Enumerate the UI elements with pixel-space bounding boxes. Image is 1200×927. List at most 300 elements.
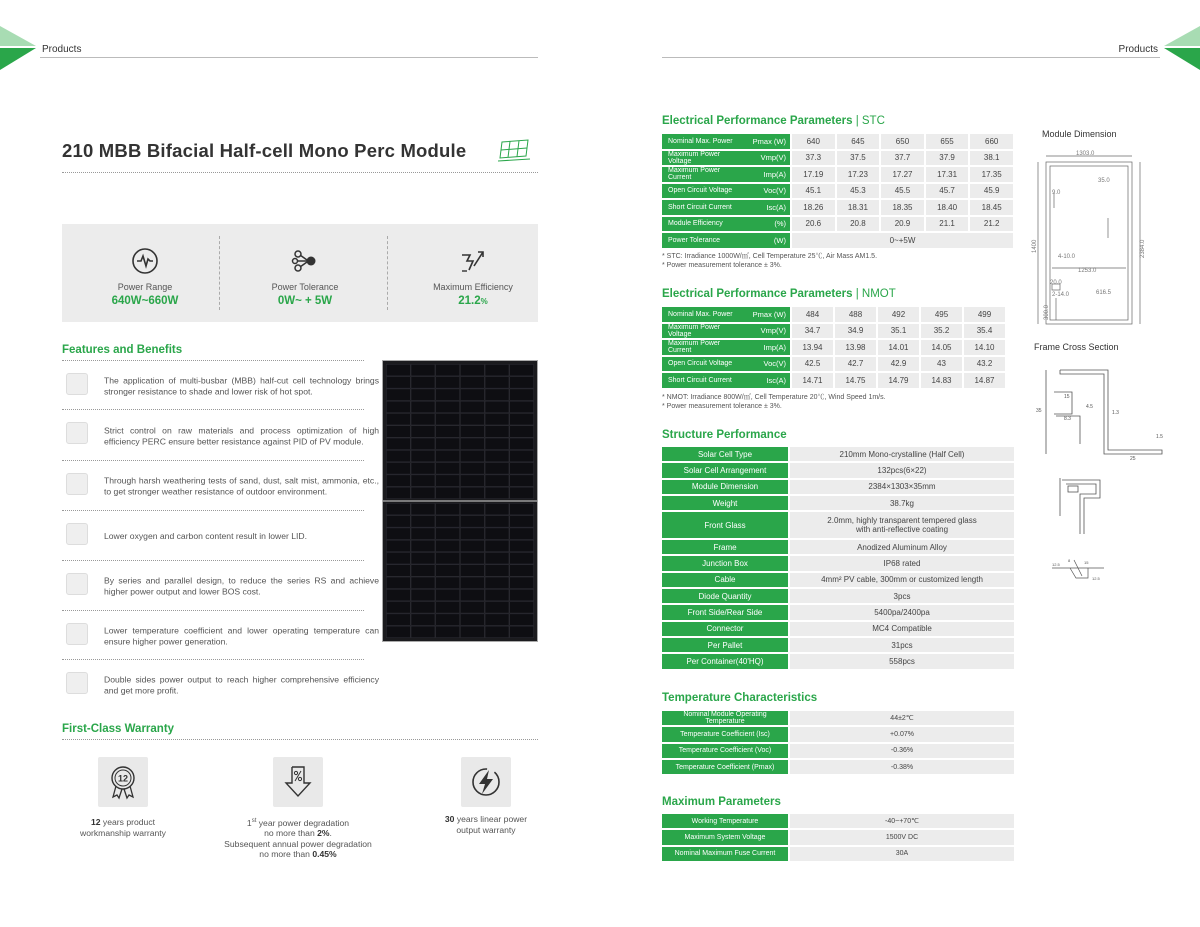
solar-cell — [436, 589, 460, 600]
corner-decoration-left — [0, 26, 40, 70]
solar-cell — [436, 516, 460, 527]
solar-cell — [510, 426, 534, 437]
maximum-table — [662, 812, 1014, 863]
spec-separator — [219, 236, 220, 310]
param-name: Module Efficiency — [662, 217, 745, 232]
solar-cell — [510, 614, 534, 625]
solar-cell — [386, 516, 410, 527]
spec-label: Power Range — [117, 282, 173, 292]
param-unit: (%) — [745, 217, 790, 232]
table-row — [662, 638, 1014, 652]
table-row — [662, 605, 1014, 619]
param-value-line: -0.36% — [890, 747, 914, 755]
solar-cell — [411, 516, 435, 527]
solar-cell — [411, 438, 435, 449]
solar-cell — [460, 589, 484, 600]
warranty-power-text — [396, 814, 576, 835]
solar-cell — [510, 364, 534, 375]
param-value: 37.9 — [924, 151, 969, 166]
solar-cell — [485, 577, 509, 588]
solar-cell — [460, 401, 484, 412]
section-title-text: Electrical Performance Parameters — [662, 288, 853, 300]
param-value: 484 — [790, 307, 833, 322]
param-unit: Pmax (W) — [745, 307, 790, 322]
nmot-table — [662, 305, 1005, 390]
param-value: 14.01 — [876, 340, 919, 355]
feature-item — [62, 461, 379, 511]
spec-value-unit: % — [480, 297, 488, 306]
solar-cell — [386, 426, 410, 437]
frame-cross-section-label: Frame Cross Section — [1034, 342, 1119, 352]
param-value: 21.1 — [924, 217, 969, 232]
dim-label: 1303.0 — [1076, 151, 1095, 157]
param-unit: Voc(V) — [745, 184, 790, 199]
warranty-degradation-text — [208, 816, 388, 860]
warranty-text: 1 — [246, 817, 252, 828]
stc-table — [662, 132, 1013, 250]
param-unit: Voc(V) — [745, 357, 790, 372]
structure-section-title: Structure Performance — [662, 429, 787, 441]
solar-cell — [510, 450, 534, 461]
param-value: 20.8 — [835, 217, 880, 232]
solar-cell — [411, 413, 435, 424]
temperature-section-title: Temperature Characteristics — [662, 692, 818, 704]
efficiency-icon — [458, 246, 488, 276]
solar-cell — [436, 614, 460, 625]
param-unit: Vmp(V) — [745, 324, 790, 339]
param-value — [790, 744, 1014, 758]
param-value: 45.1 — [790, 184, 835, 199]
feature-text: Lower temperature coefficient and lower operating temperature can ensure higher power generation. — [104, 625, 379, 646]
solar-cell — [386, 364, 410, 375]
table-row — [662, 151, 1013, 166]
frame-profile-drawing — [1056, 476, 1116, 536]
solar-cell — [460, 577, 484, 588]
warranty-power-output — [396, 757, 576, 835]
solar-cell — [460, 377, 484, 388]
warranty-highlight: 0.45% — [312, 849, 337, 860]
param-value-line: -0.38% — [890, 763, 914, 771]
solar-cell — [436, 426, 460, 437]
param-name: Nominal Max. Power — [662, 134, 745, 149]
param-name: Solar Cell Arrangement — [662, 463, 790, 477]
note-line: * Power measurement tolerance ± 3%. — [662, 262, 782, 269]
param-value: 640 — [790, 134, 835, 149]
solar-cell — [386, 528, 410, 539]
frame-dim: 4.5 — [1086, 404, 1093, 410]
dim-label: 2-14.0 — [1052, 292, 1070, 298]
frame-dim: 15 — [1064, 394, 1070, 400]
param-value: 495 — [919, 307, 962, 322]
table-row — [662, 340, 1005, 355]
solar-cell — [460, 626, 484, 637]
solar-cell — [510, 475, 534, 486]
feature-text: The application of multi-busbar (MBB) half-cut cell technology brings stronger resistance to shade and lower risk of hot spot. — [104, 375, 379, 396]
solar-cell — [510, 463, 534, 474]
warranty-divider — [62, 739, 538, 740]
table-row — [662, 373, 1005, 388]
param-value — [790, 760, 1014, 774]
solar-cell — [485, 364, 509, 375]
solar-cell — [436, 602, 460, 613]
solar-cell — [510, 589, 534, 600]
param-value-line: 3pcs — [893, 591, 911, 601]
param-value — [790, 556, 1014, 570]
solar-cell — [485, 438, 509, 449]
header-rule-right — [662, 57, 1160, 58]
param-unit: Isc(A) — [745, 373, 790, 388]
param-value: 17.27 — [879, 167, 924, 182]
warranty-text: years product — [100, 817, 156, 827]
param-name: Solar Cell Type — [662, 447, 790, 461]
key-specs-box — [62, 224, 538, 322]
table-row — [662, 480, 1014, 494]
param-value: 13.94 — [790, 340, 833, 355]
param-value: 13.98 — [833, 340, 876, 355]
feature-item — [62, 660, 379, 710]
table-row — [662, 622, 1014, 636]
spec-value-number: 21.2 — [458, 295, 481, 307]
table-row — [662, 654, 1014, 668]
feature-text: Strict control on raw materials and process optimization of high efficiency PERC ensure better resistance against PID of PV module. — [104, 425, 379, 446]
table-row — [662, 134, 1013, 149]
clip-drawing — [1048, 552, 1108, 582]
param-value: 14.05 — [919, 340, 962, 355]
solar-cell — [485, 516, 509, 527]
param-value — [790, 814, 1014, 828]
solar-cell — [510, 401, 534, 412]
solar-cell — [411, 426, 435, 437]
corner-decoration-right — [1162, 26, 1200, 70]
solar-cell — [386, 565, 410, 576]
solar-cell — [460, 528, 484, 539]
warranty-highlight: 2% — [317, 828, 330, 839]
circuit-icon — [66, 573, 88, 595]
table-row — [662, 233, 1013, 248]
table-row — [662, 727, 1014, 741]
spec-max-efficiency — [394, 224, 552, 322]
solar-cell — [386, 602, 410, 613]
warranty-years: 12 — [90, 817, 101, 827]
solar-cell — [436, 401, 460, 412]
spec-power-range — [66, 224, 224, 322]
param-value: 18.45 — [968, 200, 1013, 215]
lightning-icon — [461, 757, 511, 807]
solar-cell — [510, 487, 534, 498]
param-value — [790, 573, 1014, 587]
feature-item — [62, 511, 364, 561]
table-row — [662, 324, 1005, 339]
param-value-line: 2.0mm, highly transparent tempered glass — [827, 516, 977, 526]
solar-cell — [411, 552, 435, 563]
param-value-line: with anti-reflective coating — [855, 525, 949, 535]
spec-separator — [387, 236, 388, 310]
param-value: 492 — [876, 307, 919, 322]
param-unit: Vmp(V) — [745, 151, 790, 166]
solar-cell — [485, 614, 509, 625]
spec-value — [394, 295, 552, 307]
param-value — [790, 480, 1014, 494]
dim-label: 4-10.0 — [1058, 254, 1076, 260]
table-row — [662, 184, 1013, 199]
solar-cell — [485, 602, 509, 613]
solar-cell — [485, 389, 509, 400]
temperature-table — [662, 709, 1014, 776]
solar-cell — [411, 577, 435, 588]
warranty-text: . — [329, 828, 332, 839]
solar-cell — [411, 389, 435, 400]
solar-cell — [436, 540, 460, 551]
solar-cell — [485, 463, 509, 474]
param-value-line: 4mm² PV cable, 300mm or customized length — [821, 575, 983, 585]
param-name: Weight — [662, 496, 790, 510]
param-name: Working Temperature — [662, 814, 790, 828]
param-name: Maximum Power Voltage — [662, 151, 745, 166]
header-right: Products — [1118, 44, 1158, 55]
feature-item — [62, 561, 379, 611]
param-name: Nominal Maximum Fuse Current — [662, 847, 790, 861]
solar-cell — [386, 413, 410, 424]
solar-cell — [386, 589, 410, 600]
param-name: Module Dimension — [662, 480, 790, 494]
solar-cell — [411, 503, 435, 514]
param-value — [790, 540, 1014, 554]
table-row — [662, 847, 1014, 861]
param-name: Maximum Power Current — [662, 340, 745, 355]
param-unit: Imp(A) — [745, 167, 790, 182]
solar-cell — [386, 377, 410, 388]
solar-cell — [510, 552, 534, 563]
solar-cell — [386, 475, 410, 486]
solar-cell — [436, 475, 460, 486]
param-value-line: 1500V DC — [885, 833, 919, 841]
param-value: 34.9 — [833, 324, 876, 339]
param-value: 499 — [962, 307, 1005, 322]
stc-notes — [662, 252, 877, 270]
solar-cell — [436, 463, 460, 474]
solar-cell — [460, 426, 484, 437]
param-value: 655 — [924, 134, 969, 149]
param-value — [790, 847, 1014, 861]
solar-cell — [485, 450, 509, 461]
param-value: 37.5 — [835, 151, 880, 166]
battery-icon — [66, 422, 88, 444]
param-value-line: IP68 rated — [883, 559, 921, 569]
param-value: 18.26 — [790, 200, 835, 215]
section-title-text: Electrical Performance Parameters — [662, 115, 853, 127]
param-name: Frame — [662, 540, 790, 554]
table-row — [662, 540, 1014, 554]
param-value: 14.75 — [833, 373, 876, 388]
table-row — [662, 589, 1014, 603]
table-row — [662, 556, 1014, 570]
param-value: 35.1 — [876, 324, 919, 339]
param-value: 21.2 — [968, 217, 1013, 232]
table-row — [662, 447, 1014, 461]
table-row — [662, 573, 1014, 587]
param-value — [790, 654, 1014, 668]
solar-cell — [485, 540, 509, 551]
solar-cell — [386, 438, 410, 449]
param-name: Cable — [662, 573, 790, 587]
param-unit: (W) — [745, 233, 790, 248]
table-row — [662, 167, 1013, 182]
param-value: 17.23 — [835, 167, 880, 182]
param-value: 37.7 — [879, 151, 924, 166]
solar-cell — [460, 540, 484, 551]
param-unit: Pmax (W) — [745, 134, 790, 149]
param-value: 14.87 — [962, 373, 1005, 388]
nmot-section-title — [662, 288, 896, 300]
solar-cell — [386, 487, 410, 498]
title-divider — [62, 172, 538, 173]
param-value: 14.71 — [790, 373, 833, 388]
param-name: Front Side/Rear Side — [662, 605, 790, 619]
param-value-line: 558pcs — [889, 656, 915, 666]
solar-cell — [510, 389, 534, 400]
param-value: 38.1 — [968, 151, 1013, 166]
param-value: 42.9 — [876, 357, 919, 372]
param-value: 18.31 — [835, 200, 880, 215]
table-row — [662, 496, 1014, 510]
dim-label: 1400 — [1032, 239, 1038, 253]
maximum-section-title: Maximum Parameters — [662, 796, 781, 808]
solar-cell — [460, 516, 484, 527]
table-row — [662, 830, 1014, 844]
param-value: 20.6 — [790, 217, 835, 232]
param-value: 0~+5W — [790, 233, 1013, 248]
solar-cell — [485, 475, 509, 486]
param-value: 45.3 — [835, 184, 880, 199]
frame-dim: 25 — [1130, 456, 1136, 462]
frame-dim: 35 — [1036, 408, 1042, 414]
param-value: 18.40 — [924, 200, 969, 215]
param-value: 42.7 — [833, 357, 876, 372]
solar-cell — [460, 389, 484, 400]
param-value: 14.83 — [919, 373, 962, 388]
dim-label: 20.0 — [1050, 280, 1062, 286]
solar-cell — [460, 364, 484, 375]
table-row — [662, 200, 1013, 215]
solar-cell — [386, 577, 410, 588]
dust-icon — [66, 473, 88, 495]
solar-cell — [411, 364, 435, 375]
warranty-years: 30 — [444, 814, 455, 824]
solar-cell — [510, 565, 534, 576]
power-range-icon — [130, 246, 160, 276]
param-name: Temperature Coefficient (Isc) — [662, 727, 790, 741]
feature-item — [62, 410, 379, 462]
solar-cell — [510, 438, 534, 449]
feature-item — [62, 361, 379, 411]
solar-cell — [485, 377, 509, 388]
param-value: 43 — [919, 357, 962, 372]
dim-label: 616.5 — [1096, 290, 1112, 296]
param-value: 488 — [833, 307, 876, 322]
clip-dim: 8 — [1068, 558, 1071, 563]
solar-cell — [386, 401, 410, 412]
param-value: 17.19 — [790, 167, 835, 182]
param-name: Nominal Module Operating Temperature — [662, 711, 790, 725]
param-value — [790, 605, 1014, 619]
power-tolerance-icon — [290, 246, 320, 276]
solar-cell — [510, 626, 534, 637]
solar-cell — [510, 528, 534, 539]
clip-dim: 15 — [1084, 560, 1089, 565]
param-name: Nominal Max. Power — [662, 307, 745, 322]
solar-cell — [411, 450, 435, 461]
frame-dim: 8.3 — [1064, 416, 1071, 422]
solar-cell — [436, 528, 460, 539]
thermometer-icon — [66, 623, 88, 645]
param-value — [790, 447, 1014, 461]
warranty-product-text — [33, 817, 213, 838]
solar-cell — [436, 450, 460, 461]
warranty-degradation — [208, 757, 388, 860]
param-name: Maximum Power Current — [662, 167, 745, 182]
solar-cell — [386, 540, 410, 551]
solar-cell — [485, 413, 509, 424]
solar-cell — [386, 614, 410, 625]
solar-cell — [460, 614, 484, 625]
spec-power-tolerance — [226, 224, 384, 322]
solar-cell — [460, 413, 484, 424]
frame-dim: 1.5 — [1156, 434, 1163, 440]
warranty-title: First-Class Warranty — [62, 723, 175, 735]
table-row — [662, 744, 1014, 758]
param-value-line: 132pcs(6×22) — [877, 465, 927, 475]
dim-label: 1253.0 — [1078, 268, 1097, 274]
badge-number: 12 — [117, 773, 129, 784]
solar-cell — [485, 626, 509, 637]
solar-cell — [386, 463, 410, 474]
param-value-line: +0.07% — [890, 730, 914, 738]
nmot-notes — [662, 393, 886, 411]
solar-cell — [510, 503, 534, 514]
param-name: Temperature Coefficient (Pmax) — [662, 760, 790, 774]
warranty-text: year power degradation — [256, 817, 350, 828]
param-value-line: Anodized Aluminum Alloy — [857, 542, 947, 552]
solar-panel-icon — [496, 138, 532, 164]
solar-cell — [436, 577, 460, 588]
param-value-line: 38.7kg — [889, 498, 915, 508]
param-value: 42.5 — [790, 357, 833, 372]
clip-dim: 12.5 — [1052, 562, 1060, 567]
solar-cell — [485, 528, 509, 539]
solar-cell — [436, 377, 460, 388]
clip-dim: 12.5 — [1092, 576, 1100, 581]
param-value: 14.10 — [962, 340, 1005, 355]
param-name: Power Tolerance — [662, 233, 745, 248]
solar-cell — [411, 475, 435, 486]
warranty-text: output warranty — [456, 824, 516, 835]
warranty-product — [33, 757, 213, 838]
table-row — [662, 760, 1014, 774]
param-name: Diode Quantity — [662, 589, 790, 603]
solar-cell — [485, 503, 509, 514]
solar-cell — [436, 413, 460, 424]
param-value: 645 — [835, 134, 880, 149]
solar-cell — [411, 463, 435, 474]
solar-cell — [436, 487, 460, 498]
param-value: 45.9 — [968, 184, 1013, 199]
solar-cell — [411, 377, 435, 388]
solar-cell — [485, 401, 509, 412]
param-value: 35.2 — [919, 324, 962, 339]
feature-text: Lower oxygen and carbon content result in lower LID. — [104, 530, 308, 541]
solar-cell — [386, 450, 410, 461]
solar-cell — [510, 413, 534, 424]
